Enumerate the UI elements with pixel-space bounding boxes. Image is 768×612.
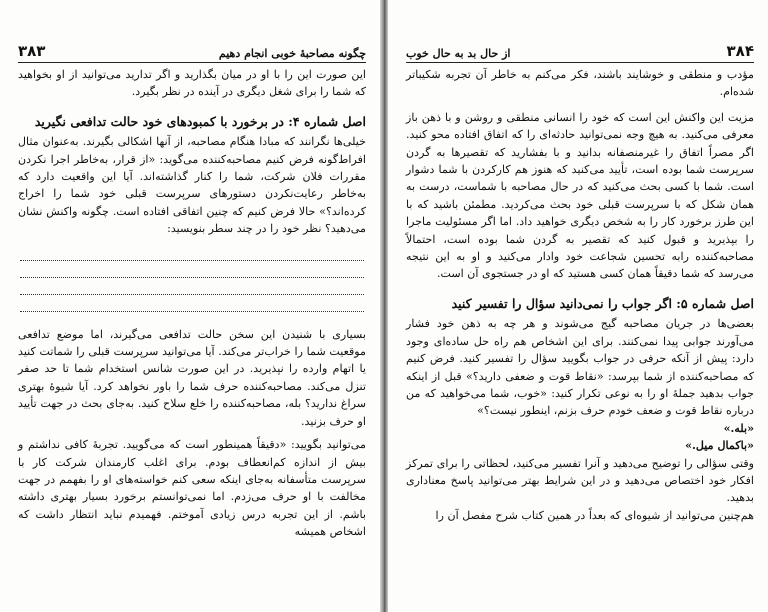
- right-page: [388, 0, 768, 612]
- paragraph: مزیت این واکنش این است که خود را انسانی منطقی و روشن و با ذهن باز معرفی می‌کنید. به هیچ وجه نمی‌توانید حادثه‌ای را که اتفاق افتاده محو کنید. اگر مصراً اتفاق را غیرمنصفانه بدانید و با بفشارید که تقصیرها به گردن سرپرست شما بوده است، تأیید می‌کنید که هنوز هم کارکردن با شما دشوار است. شما با کسی بحث می‌کنید که در حال مصاحبه با شماست، درست به همان شکل که با سرپرست قبلی خود بحث می‌کردید. مطمئن باشید که با این طرز برخورد کار را به شخص دیگری خواهید داد. اما اگر مسئولیت ماجرا را بپذیرید و قبول کنید که تقصیر به گردن شما بوده است، احتمالاً مصاحبه‌کننده رابه تحسین شجاعت خود وادار می‌کنید و او به این نتیجه می‌رسد که شما دقیقاً همان کسی هستید که او در جستجوی آن است.: [406, 110, 754, 281]
- paragraph: مؤدب و منطقی و خوشایند باشند، فکر می‌کنم به خاطر آن تجربه شکیباتر شده‌ام.: [406, 68, 754, 99]
- paragraph: این صورت این را با او در میان بگذارید و اگر تدارید می‌توانید از او بخواهید که شما را برای شغل دیگری در آینده در نظر بگیرد.: [18, 68, 366, 99]
- answer-line[interactable]: [20, 261, 364, 278]
- dialog-line: «بله.»: [723, 421, 754, 435]
- paragraph: بعضی‌ها در جریان مصاحبه گیج می‌شوند و هر چه به ذهن خود فشار می‌آورند جوابی پیدا نمی‌کنند. برای این اشخاص هم راه حل ساده‌ای وجود دارد: پیش از آنکه حرفی در جواب بگویید سؤال را تفسیر کنید. فرض کنیم که مصاحبه‌کننده از شما بپرسد: «نقاط قوت و ضعفی دارید؟» قبل از اینکه جواب بدهید جملهٔ او را به نوعی تکرار کنید: «خوب، شما می‌خواهید که من درباره نقاط قوت و ضعف خودم حرف بزنم، اینطور نیست؟»: [406, 317, 754, 418]
- answer-line[interactable]: [20, 295, 364, 312]
- paragraph: هم‌چنین می‌توانید از شیوه‌ای که بعداً در همین کتاب شرح مفصل آن را: [435, 508, 754, 522]
- section-heading-4: اصل شماره ۴: در برخورد با کمبودهای خود حالت تدافعی نگیرید: [34, 113, 366, 129]
- answer-line[interactable]: [20, 278, 364, 295]
- book-gutter: [380, 0, 388, 612]
- right-page-body: [406, 66, 754, 524]
- right-running-title: از حال بد به حال خوب: [406, 47, 511, 60]
- right-page-number: ۳۸۴: [726, 42, 754, 60]
- left-running-title: چگونه مصاحبهٔ خوبی انجام دهیم: [218, 47, 366, 60]
- answer-line[interactable]: [20, 244, 364, 261]
- right-page-header: [406, 38, 754, 63]
- dialog-line: «باکمال میل.»: [685, 439, 754, 453]
- section-heading-5: اصل شماره ۵: اگر جواب را نمی‌دانید سؤال را تفسیر کنید: [451, 295, 754, 311]
- paragraph: وقتی سؤالی را توضیح می‌دهید و آنرا تفسیر می‌کنید، لحظاتی را برای تمرکز افکار خود اختصاص می‌دهید و در این شرایط بهتر می‌توانید پاسخ معناداری بدهید.: [406, 456, 754, 505]
- left-page-number: ۳۸۳: [18, 42, 46, 60]
- paragraph: بسیاری با شنیدن این سخن حالت تدافعی می‌گیرند، اما موضع تدافعی موقعیت شما را خراب‌تر می‌کند. آیا می‌توانید سرپرست قبلی را شماتت کنید یا اتهام وارده را نپذیرید. در این صورت شانس استخدام شما تا حد صفر تنزل می‌کند. مصاحبه‌کننده حرف شما را باور نخواهد کرد. آیا شیوهٔ بهتری سراغ ندارید؟ بله، مصاحبه‌کننده را خلع سلاح کنید. به‌جای بحث در جهت تأیید او حرف بزنید.: [18, 327, 366, 428]
- left-page-body: [18, 66, 366, 541]
- left-page: [0, 0, 380, 612]
- left-page-header: [18, 38, 366, 63]
- paragraph: خیلی‌ها نگرانند که مبادا هنگام مصاحبه، از آنها اشکالی بگیرند. به‌عنوان مثال افراط‌گونه فرض کنیم مصاحبه‌کننده می‌گوید: «از قرار، به‌خاطر اجرا نکردن مقررات فلان شرکت، شما را کنار گذاشته‌اند. آیا این واقعیت دارد که به‌خاطر رعایت‌نکردن دستورهای سرپرست قبلی خود شما را اخراج کرده‌اند؟» حالا فرض کنیم که چنین اتفاقی افتاده است. چگونه واکنش نشان می‌دهید؟ نظر خود را در چند سطر بنویسید:: [18, 135, 366, 236]
- paragraph: می‌توانید بگویید: «دقیقاً همینطور است که می‌گویید. تجربهٔ کافی نداشتم و بیش از اندازه کم‌انعطاف بودم. برای اغلب کارمندان شرکت کار با سرپرست متأسفانه به‌جای اینکه سعی کنم خواسته‌های او را بفهمم در جهت مخالفت با او حرف می‌زدم. اما نمی‌توانستم برخورد بسیار بهتری داشته باشم. از این تجربه درس زیادی آموختم. فهمیدم نباید انتظار داشت که اشخاص همیشه: [18, 438, 366, 539]
